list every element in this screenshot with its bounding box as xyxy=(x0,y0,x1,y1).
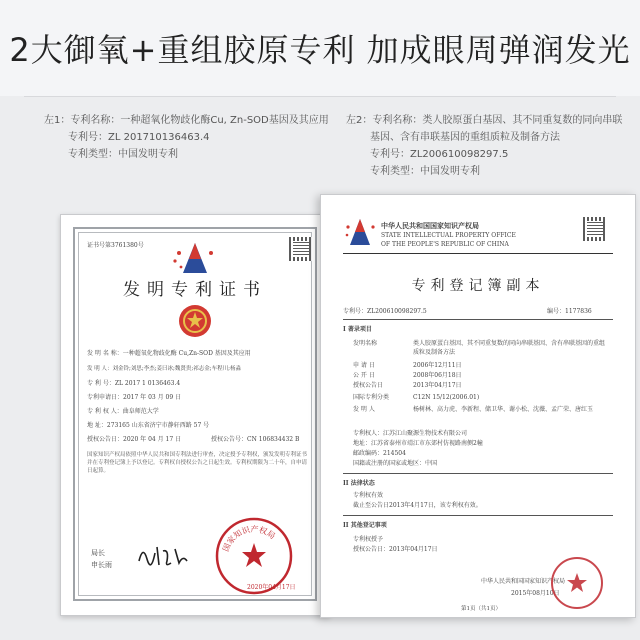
label-ipc: 国际专利分类 xyxy=(353,394,390,401)
right-info-name-cont: 基因、含有串联基因的重组质粒及制备方法 xyxy=(370,132,560,143)
right-info-type: 专利类型：中国发明专利 xyxy=(370,166,480,177)
label-inventors: 发 明 人 xyxy=(353,406,375,413)
signer-role: 局长 xyxy=(91,549,105,557)
label-publication-date: 公 开 日 xyxy=(353,372,375,379)
section-other-matters: II 其他登记事项 xyxy=(343,522,387,529)
status-valid: 专利权有效 xyxy=(353,492,384,499)
invention-patent-certificate xyxy=(60,214,330,616)
official-seal-icon xyxy=(549,555,605,611)
org-name-en-2: OF THE PEOPLE'S REPUBLIC OF CHINA xyxy=(381,241,509,248)
field-invention-name: 发 明 名 称：一种超氧化物歧化酶 Cu,Zn-SOD 基因及其应用 xyxy=(87,350,251,357)
seal-text: 国家知识产权局 xyxy=(221,524,277,553)
cnipa-logo-icon xyxy=(343,217,377,249)
status-description: 截止至公告日2013年4月17日，该专利权有效。 xyxy=(353,502,482,509)
qr-code-icon xyxy=(289,237,313,261)
label-grant-date: 授权公告日 xyxy=(353,382,384,389)
register-title: 专利登记簿副本 xyxy=(411,278,545,294)
cnipa-logo-icon xyxy=(165,239,225,279)
national-emblem-icon xyxy=(177,303,213,339)
seal-date: 2020年04月17日 xyxy=(247,584,296,591)
field-filing-date: 专利申请日：2017 年 03 月 09 日 xyxy=(87,394,182,401)
status-granted: 专利权授予 xyxy=(353,536,384,543)
status-grant-date: 授权公告日：2013年04月17日 xyxy=(353,546,438,553)
value-inventors: 杨树林、高力虎、李新程、储卫华、谢小松、沈薇、孟广荣、唐红玉 xyxy=(413,406,594,413)
value-grant-date: 2013年04月17日 xyxy=(413,382,462,389)
right-info-name: 左2：专利名称：类人胶原蛋白基因、其不同重复数的同向串联 xyxy=(346,115,623,126)
value-address: 地址：江苏省泰州市靖江市东郊村仿视路南侧2幢 xyxy=(353,440,483,447)
left-info-name: 左1：专利名称：一种超氧化物歧化酶Cu, Zn-SOD基因及其应用 xyxy=(44,115,329,126)
page-number: 第1页（共1页） xyxy=(461,606,501,612)
issue-date: 2015年08月10日 xyxy=(511,590,560,597)
issuer-name: 中华人民共和国国家知识产权局 xyxy=(481,578,566,585)
section-rule xyxy=(343,515,613,516)
patent-register-copy xyxy=(320,194,636,618)
right-info-number: 专利号：ZL200610098297.5 xyxy=(370,149,509,160)
left-info-type: 专利类型：中国发明专利 xyxy=(68,149,178,160)
value-country: 国籍或注册的国家或地区：中国 xyxy=(353,460,438,467)
value-invention-name: 类人胶原蛋白基因、其不同重复数的同向串联基因、含有串联基因的重组质粒及制备方法 xyxy=(413,340,606,356)
certificate-title: 发明专利证书 xyxy=(123,280,267,300)
field-patent-holder: 专 利 权 人：曲阜师范大学 xyxy=(87,408,159,415)
field-inventors: 发 明 人：刘金铃;刘思;李杰;姜曰冰;魏贤贵;祁志金;车程川;杨淼 xyxy=(87,366,241,372)
section-legal-status: II 法律状态 xyxy=(343,480,375,487)
field-publication-number: 授权公告号：CN 106834432 B xyxy=(211,436,300,443)
register-patent-number: 专利号：ZL200610098297.5 xyxy=(343,308,427,315)
certificate-number: 证书号第3761380号 xyxy=(87,242,144,249)
signer-name: 申长雨 xyxy=(91,561,112,569)
org-name-en-1: STATE INTELLECTUAL PROPERTY OFFICE xyxy=(381,232,516,239)
right-patent-info xyxy=(346,112,630,180)
qr-code-icon xyxy=(583,217,607,241)
headline: 2大御氧+重组胶原专利 加成眼周弹润发光 xyxy=(0,0,640,96)
signature-icon xyxy=(135,541,191,571)
field-address: 地 址：273165 山东省济宁市静轩西路 57 号 xyxy=(87,422,210,429)
register-serial: 编号：1177836 xyxy=(547,308,592,315)
value-publication-date: 2008年06月18日 xyxy=(413,372,462,379)
label-filing-date: 申 请 日 xyxy=(353,362,375,369)
left-info-number: 专利号：ZL 201710136463.4 xyxy=(68,132,210,143)
header-rule xyxy=(343,253,613,254)
value-ipc: C12N 15/12(2006.01) xyxy=(413,394,480,401)
section-rule xyxy=(343,319,613,320)
field-patent-number: 专 利 号：ZL 2017 1 0136463.4 xyxy=(87,380,181,387)
section-rule xyxy=(343,473,613,474)
field-grant-date: 授权公告日：2020 年 04 月 17 日 xyxy=(87,436,182,443)
certificate-body-text: 国家知识产权局依照中华人民共和国专利法进行审查，决定授予专利权，颁发发明专利证书并在专利登记簿上予以登记。专利权自授权公告之日起生效。专利权期限为二十年，自申请日起算。 xyxy=(87,452,308,474)
value-filing-date: 2006年12月11日 xyxy=(413,362,462,369)
value-patent-holder: 专利权人：江苏江山聚源生物技术有限公司 xyxy=(353,430,468,437)
section-bibliographic: I 著录项目 xyxy=(343,326,372,333)
header-divider xyxy=(24,96,616,97)
org-name-cn: 中华人民共和国国家知识产权局 xyxy=(381,221,479,230)
value-postcode: 邮政编码：214504 xyxy=(353,450,406,457)
label-invention-name: 发明名称 xyxy=(353,340,378,347)
left-patent-info xyxy=(44,112,334,163)
